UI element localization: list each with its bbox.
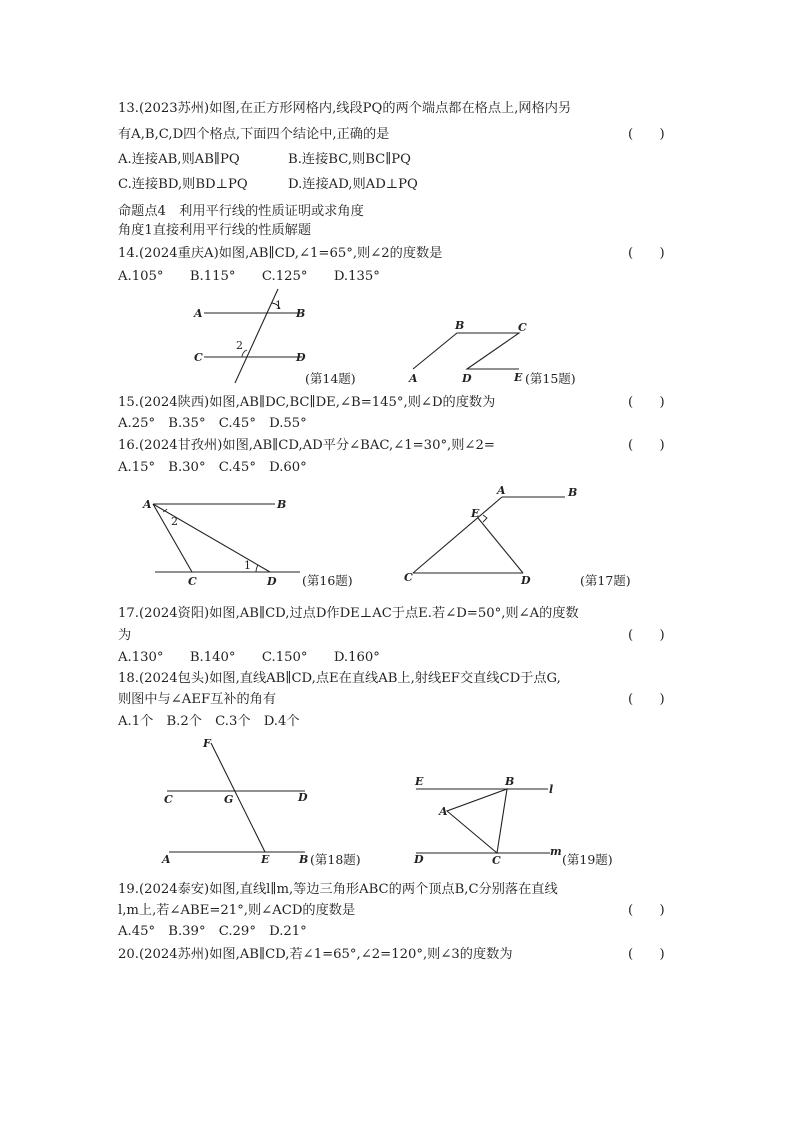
q14-label-c: C — [194, 351, 203, 364]
q15-label-d: D — [462, 372, 472, 385]
q13-stem-line2: 有A,B,C,D四个格点,下面四个结论中,正确的是 — [118, 127, 390, 142]
q18-caption: (第18题) — [310, 852, 361, 867]
q19-stem-line2: l,m上,若∠ABE=21°,则∠ACD的度数是 — [118, 903, 356, 918]
q18-label-d: D — [298, 791, 308, 804]
q13-answer-paren: ( ) — [628, 127, 665, 142]
q18-stem-line2: 则图中与∠AEF互补的角有 — [118, 692, 277, 707]
section-subheading: 角度1直接利用平行线的性质解题 — [118, 223, 312, 238]
q17-caption: (第17题) — [580, 573, 631, 588]
q15-label-c: C — [518, 321, 527, 334]
q19-label-b: B — [505, 775, 515, 788]
q19-label-c: C — [492, 854, 501, 867]
q20-answer-paren: ( ) — [628, 947, 665, 962]
q18-figure — [155, 735, 385, 870]
q15-label-b: B — [455, 319, 465, 332]
section-heading: 命题点4 利用平行线的性质证明或求角度 — [118, 204, 364, 219]
q18-label-f: F — [203, 737, 211, 750]
q18-label-g: G — [224, 793, 234, 806]
q14-caption: (第14题) — [305, 371, 356, 386]
q18-label-e: E — [261, 853, 270, 866]
q16-label-d: D — [267, 575, 277, 588]
q18-label-c: C — [164, 793, 173, 806]
q19-label-d: D — [414, 853, 424, 866]
q16-label-b: B — [277, 498, 287, 511]
q17-stem-line2: 为 — [118, 628, 132, 643]
q15-options: A.25° B.35° C.45° D.55° — [118, 416, 307, 431]
q17-stem-line1: 17.(2024资阳)如图,AB∥CD,过点D作DE⊥AC于点E.若∠D=50°,则∠A的度数 — [118, 606, 579, 621]
q15-answer-paren: ( ) — [628, 395, 665, 410]
q16-label-c: C — [188, 575, 197, 588]
q19-label-l: l — [549, 783, 554, 796]
q18-label-a: A — [162, 853, 171, 866]
q17-figure — [400, 482, 660, 592]
q17-answer-paren: ( ) — [628, 628, 665, 643]
q18-label-b: B — [299, 853, 309, 866]
q14-stem: 14.(2024重庆A)如图,AB∥CD,∠1=65°,则∠2的度数是 — [118, 246, 443, 261]
q18-answer-paren: ( ) — [628, 692, 665, 707]
q15-label-a: A — [409, 372, 418, 385]
q19-label-e: E — [415, 775, 424, 788]
q14-options: A.105° B.115° C.125° D.135° — [118, 269, 380, 284]
q15-caption: (第15题) — [525, 371, 576, 386]
q15-stem: 15.(2024陕西)如图,AB∥DC,BC∥DE,∠B=145°,则∠D的度数为 — [118, 395, 496, 410]
q16-angle-1: 1 — [244, 559, 251, 572]
q14-label-d: D — [296, 351, 306, 364]
q17-label-d: D — [521, 574, 531, 587]
q16-figure — [140, 495, 380, 595]
q19-caption: (第19题) — [562, 852, 613, 867]
q17-label-b: B — [568, 486, 578, 499]
q18-options: A.1个 B.2个 C.3个 D.4个 — [118, 714, 300, 729]
q19-label-a: A — [439, 805, 448, 818]
q17-options: A.130° B.140° C.150° D.160° — [118, 650, 380, 665]
q20-stem: 20.(2024苏州)如图,AB∥CD,若∠1=65°,∠2=120°,则∠3的度数为 — [118, 947, 513, 962]
q14-answer-paren: ( ) — [628, 246, 665, 261]
q16-answer-paren: ( ) — [628, 438, 665, 453]
q17-label-a: A — [497, 484, 506, 497]
q15-figure — [405, 315, 615, 390]
q17-label-c: C — [404, 571, 413, 584]
q16-angle-2: 2 — [171, 515, 178, 528]
q19-stem-line1: 19.(2024泰安)如图,直线l∥m,等边三角形ABC的两个顶点B,C分别落在直线 — [118, 882, 558, 897]
q16-options: A.15° B.30° C.45° D.60° — [118, 460, 307, 475]
q16-caption: (第16题) — [302, 573, 353, 588]
q13-option-d: D.连接AD,则AD⊥PQ — [288, 177, 418, 192]
q17-label-e: E — [471, 507, 480, 520]
q13-option-c: C.连接BD,则BD⊥PQ — [118, 177, 248, 192]
q14-angle-2: 2 — [236, 339, 243, 352]
q19-figure — [410, 770, 650, 870]
q16-label-a: A — [143, 498, 152, 511]
q13-option-b: B.连接BC,则BC∥PQ — [288, 152, 411, 167]
q14-figure — [190, 285, 390, 390]
q15-label-e: E — [514, 371, 523, 384]
q14-label-b: B — [296, 307, 306, 320]
q16-stem: 16.(2024甘孜州)如图,AB∥CD,AD平分∠BAC,∠1=30°,则∠2= — [118, 438, 495, 453]
q19-answer-paren: ( ) — [628, 903, 665, 918]
q18-stem-line1: 18.(2024包头)如图,直线AB∥CD,点E在直线AB上,射线EF交直线CD于点G, — [118, 671, 561, 686]
q19-options: A.45° B.39° C.29° D.21° — [118, 924, 307, 939]
q13-stem-line1: 13.(2023苏州)如图,在正方形网格内,线段PQ的两个端点都在格点上,网格内另 — [118, 101, 572, 116]
q14-label-a: A — [194, 307, 203, 320]
q19-label-m: m — [550, 845, 562, 858]
q13-option-a: A.连接AB,则AB∥PQ — [118, 152, 240, 167]
q14-angle-1: 1 — [275, 299, 282, 312]
